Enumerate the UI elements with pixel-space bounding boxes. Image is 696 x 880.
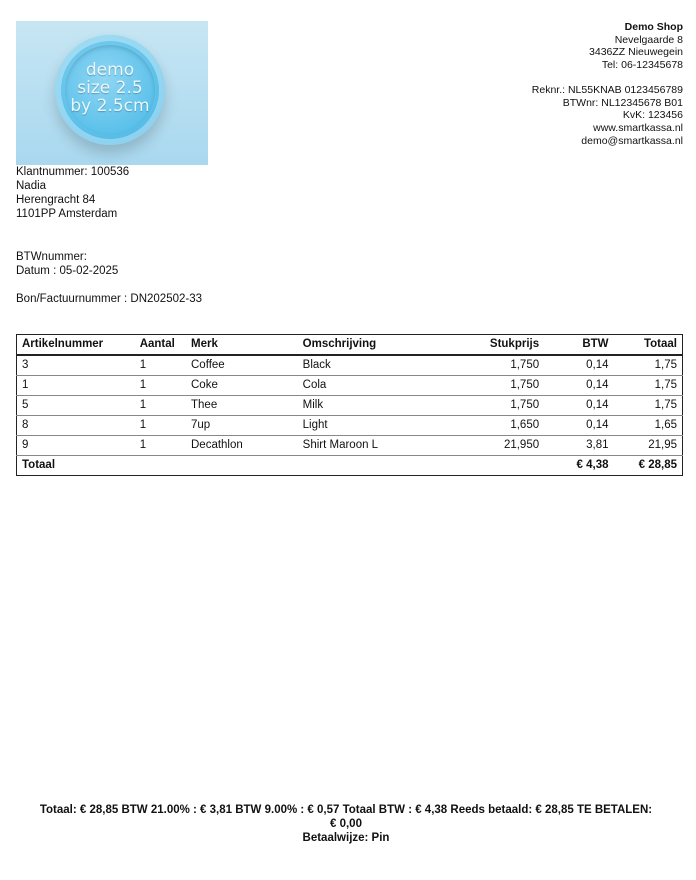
invoice-number: Bon/Factuurnummer : DN202502-33 <box>16 293 203 305</box>
cell-description: Cola <box>298 376 475 396</box>
customer-postal-city: 1101PP Amsterdam <box>16 208 118 220</box>
shop-address: Nevelgaarde 8 <box>614 33 683 46</box>
invoice-meta <box>16 250 202 306</box>
payment-method: Betaalwijze: Pin <box>302 832 390 844</box>
cell-vat: 0,14 <box>544 376 613 396</box>
table-row <box>17 396 683 416</box>
logo-disc <box>55 35 165 145</box>
cell-article-number: 9 <box>17 436 135 456</box>
cell-description: Light <box>298 416 475 436</box>
cell-quantity: 1 <box>135 396 186 416</box>
shop-logo <box>16 21 208 165</box>
cell-total: 21,95 <box>614 436 683 456</box>
cell-article-number: 1 <box>17 376 135 396</box>
empty-cell <box>135 456 186 476</box>
shop-name: Demo Shop <box>624 21 683 33</box>
cell-total: 1,75 <box>614 355 683 376</box>
shop-kvk: KvK: 123456 <box>622 109 683 122</box>
table-row <box>17 436 683 456</box>
shop-website: www.smartkassa.nl <box>593 121 683 134</box>
logo-line-3: by 2.5cm <box>70 96 150 116</box>
shop-details <box>532 21 683 147</box>
logo-text <box>55 61 165 115</box>
customer-details <box>16 165 129 221</box>
cell-brand: Coke <box>186 376 298 396</box>
cell-article-number: 5 <box>17 396 135 416</box>
table-header-row <box>17 335 683 356</box>
cell-unit-price: 1,750 <box>475 376 544 396</box>
col-header-total: Totaal <box>614 335 683 356</box>
cell-unit-price: 21,950 <box>475 436 544 456</box>
cell-vat: 0,14 <box>544 416 613 436</box>
col-header-brand: Merk <box>186 335 298 356</box>
invoice-summary <box>16 803 676 845</box>
col-header-article-number: Artikelnummer <box>17 335 135 356</box>
logo-line-2: size 2.5 <box>77 78 143 98</box>
col-header-vat: BTW <box>544 335 613 356</box>
shop-bank-account: Reknr.: NL55KNAB 0123456789 <box>531 83 683 96</box>
logo-line-1: demo <box>85 60 135 80</box>
cell-quantity: 1 <box>135 376 186 396</box>
cell-quantity: 1 <box>135 355 186 376</box>
col-header-description: Omschrijving <box>298 335 475 356</box>
cell-brand: Coffee <box>186 355 298 376</box>
empty-cell <box>186 456 298 476</box>
cell-total: 1,75 <box>614 396 683 416</box>
cell-unit-price: 1,750 <box>475 396 544 416</box>
cell-description: Black <box>298 355 475 376</box>
table-row <box>17 416 683 436</box>
invoice-date: Datum : 05-02-2025 <box>16 265 119 277</box>
empty-cell <box>475 456 544 476</box>
customer-name: Nadia <box>16 180 47 192</box>
cell-total: 1,65 <box>614 416 683 436</box>
spacer <box>16 278 202 292</box>
total-vat: € 4,38 <box>544 456 613 476</box>
cell-vat: 3,81 <box>544 436 613 456</box>
customer-street: Herengracht 84 <box>16 194 96 206</box>
cell-description: Shirt Maroon L <box>298 436 475 456</box>
cell-description: Milk <box>298 396 475 416</box>
cell-brand: Thee <box>186 396 298 416</box>
table-row <box>17 355 683 376</box>
summary-totals-line: Totaal: € 28,85 BTW 21.00% : € 3,81 BTW 9.00% : € 0,57 Totaal BTW : € 4,38 Reeds betaald: € 28,85 TE BETALEN: <box>39 804 653 816</box>
vat-number-label: BTWnummer: <box>16 251 87 263</box>
cell-brand: 7up <box>186 416 298 436</box>
cell-quantity: 1 <box>135 436 186 456</box>
items-table <box>16 334 683 476</box>
col-header-quantity: Aantal <box>135 335 186 356</box>
col-header-unit-price: Stukprijs <box>475 335 544 356</box>
cell-unit-price: 1,750 <box>475 355 544 376</box>
spacer <box>532 72 683 84</box>
shop-postal-city: 3436ZZ Nieuwegein <box>589 46 683 59</box>
cell-brand: Decathlon <box>186 436 298 456</box>
cell-article-number: 3 <box>17 355 135 376</box>
total-label: Totaal <box>17 456 135 476</box>
cell-vat: 0,14 <box>544 355 613 376</box>
shop-vat-number: BTWnr: NL12345678 B01 <box>562 96 683 109</box>
cell-unit-price: 1,650 <box>475 416 544 436</box>
cell-total: 1,75 <box>614 376 683 396</box>
cell-article-number: 8 <box>17 416 135 436</box>
cell-quantity: 1 <box>135 416 186 436</box>
customer-number: Klantnummer: 100536 <box>16 166 130 178</box>
cell-vat: 0,14 <box>544 396 613 416</box>
table-total-row <box>17 456 683 476</box>
shop-phone: Tel: 06-12345678 <box>601 59 683 72</box>
total-amount: € 28,85 <box>614 456 683 476</box>
table-row <box>17 376 683 396</box>
summary-amount-due: € 0,00 <box>330 818 362 830</box>
shop-email: demo@smartkassa.nl <box>581 134 683 147</box>
empty-cell <box>298 456 475 476</box>
